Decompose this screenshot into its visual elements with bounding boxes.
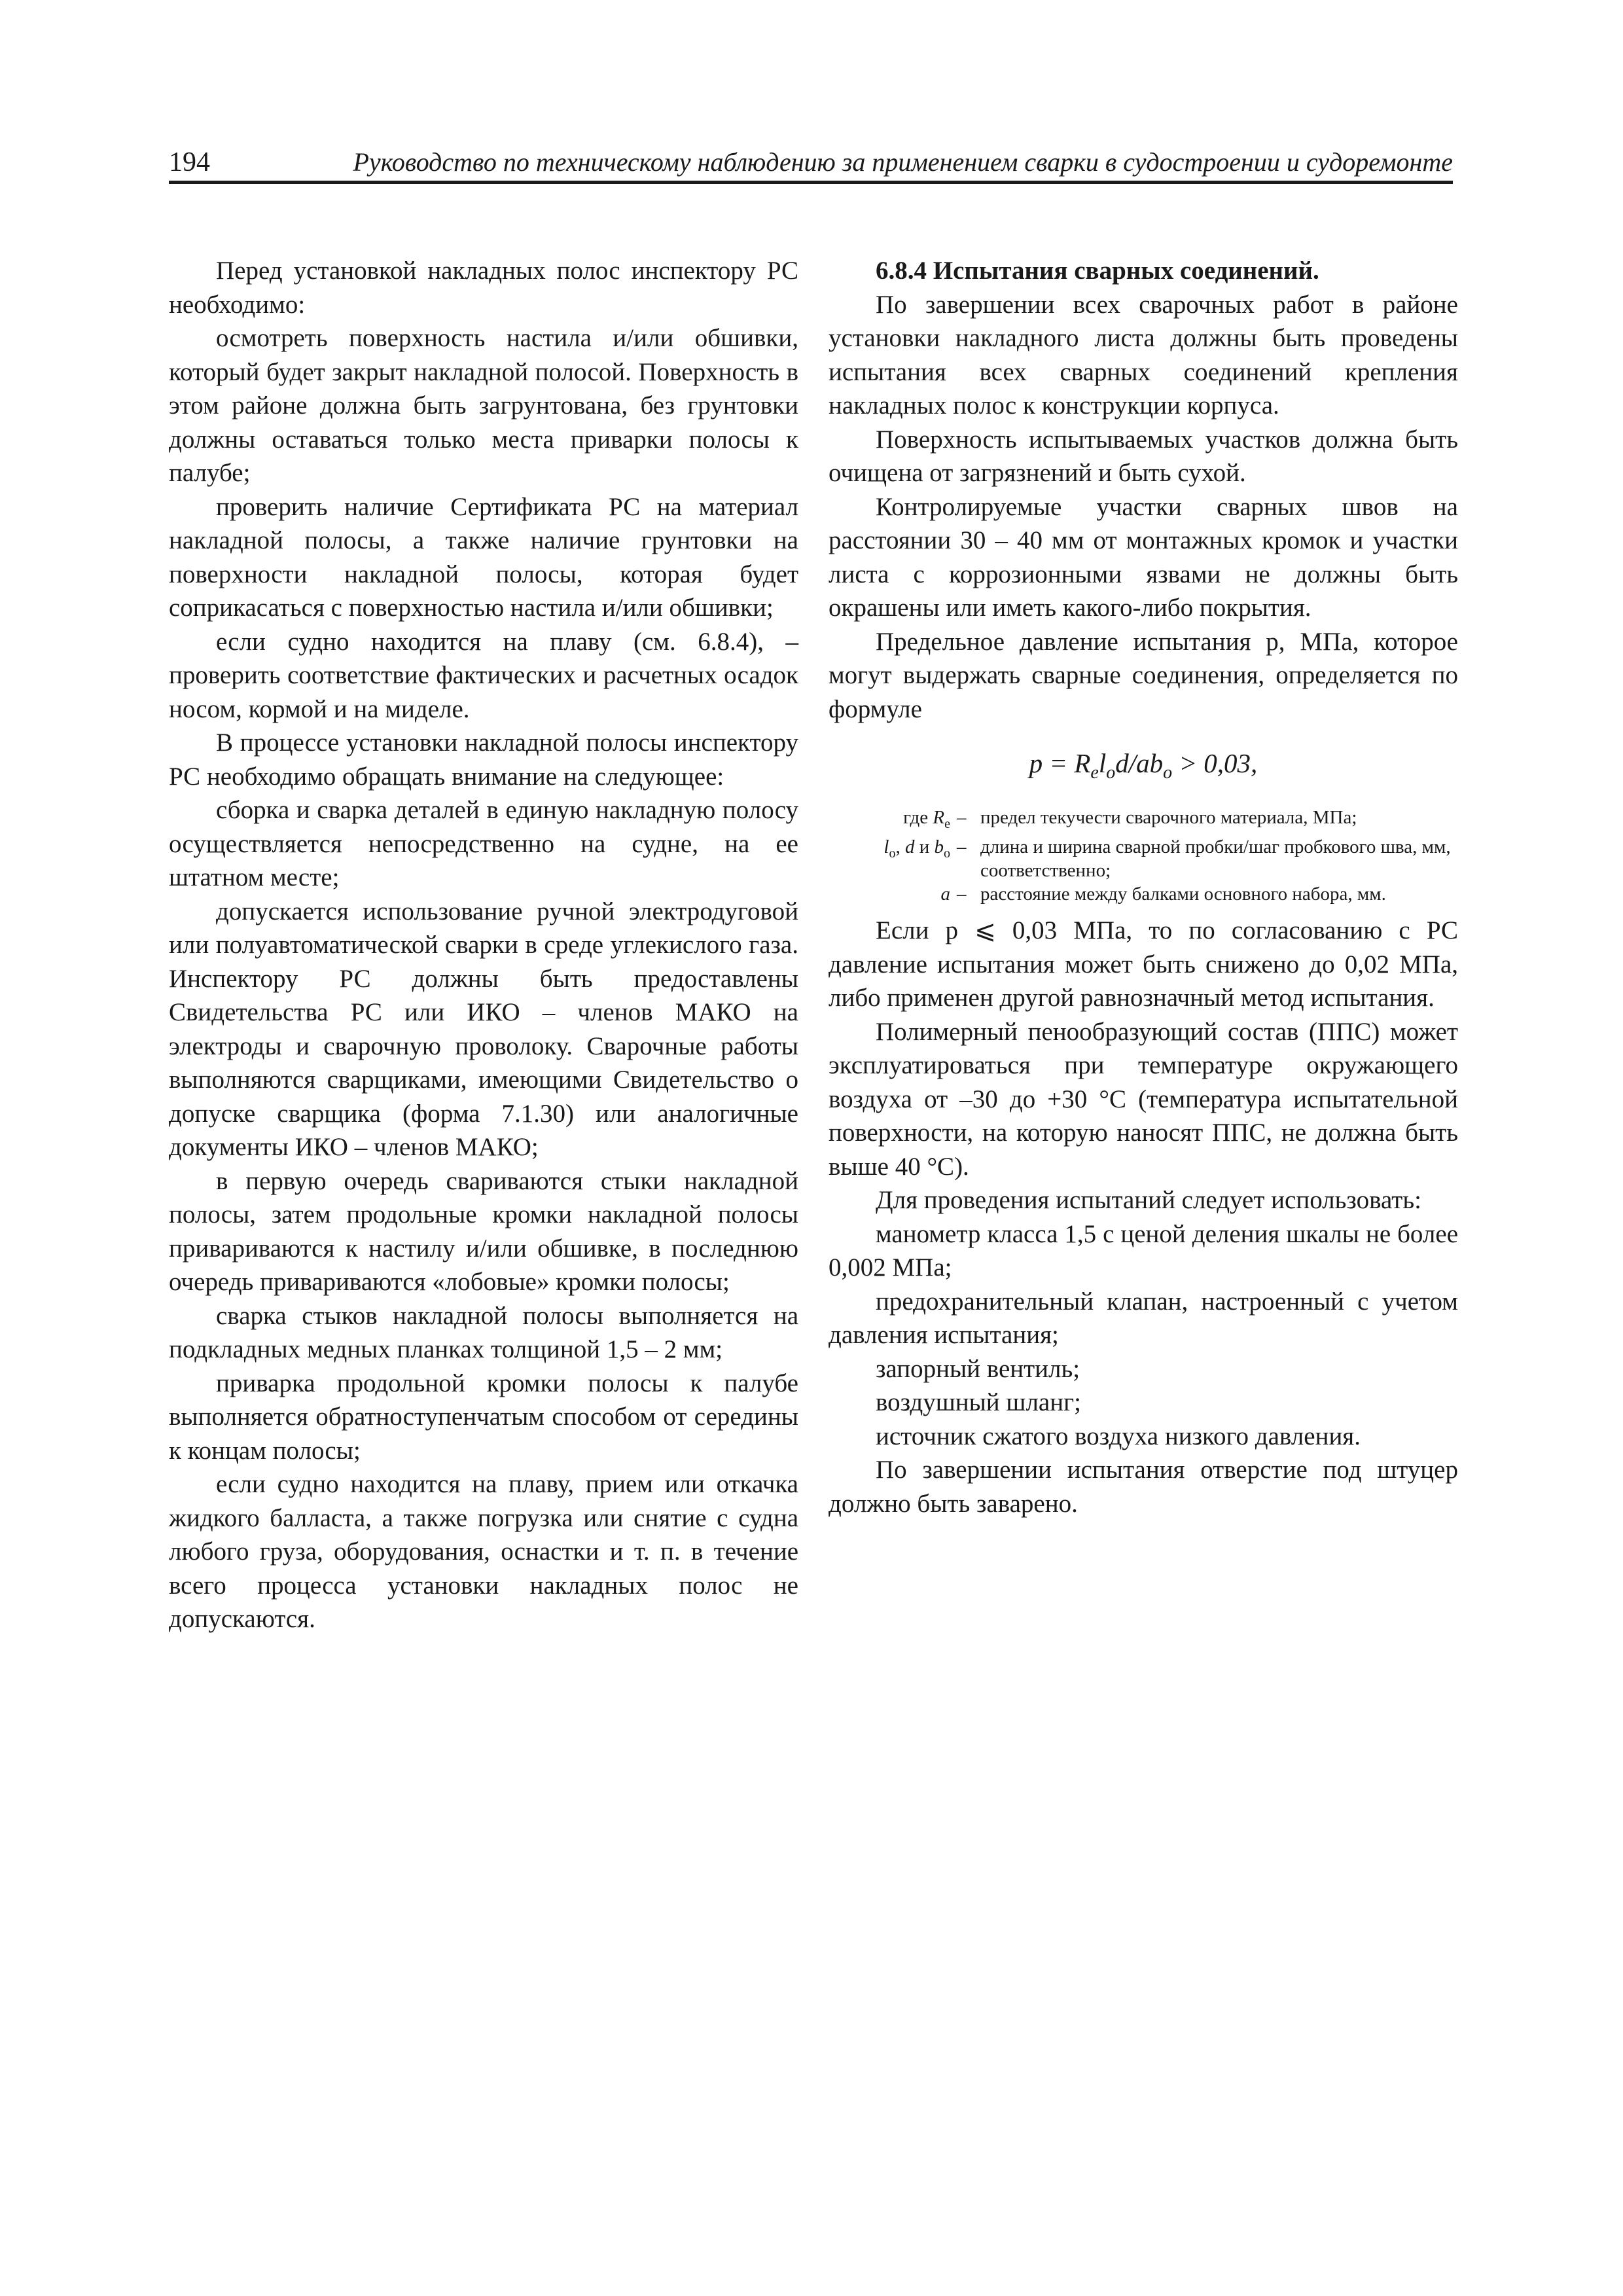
pressure-formula: $p = R_el_od/ab_o > 0,03$, — [1029, 748, 1258, 783]
formula-legend — [829, 806, 1458, 906]
section-heading: 6.8.4 Испытания сварных соединений. — [876, 257, 1319, 285]
legend-row-lo-d-bo: $l_o$, d и $b_o$ – длина и ширина сварной пробки/шаг пробкового шва, мм, соответственно; — [883, 836, 1451, 882]
paragraph: осмотреть поверхность настила и/или обшивки, который будет закрыт накладной полосой. Поверхность в этом районе должна быть загрунтована, без грунтовки должны оставаться только места приварки полосы к палубе; — [169, 324, 798, 487]
paragraph: Предельное давление испытания p, МПа, которое могут выдержать сварные соединения, определяется по формуле — [829, 627, 1458, 723]
paragraph: Для проведения испытаний следует использовать: — [876, 1186, 1421, 1215]
list-item: предохранительный клапан, настроенный с учетом давления испытания; — [829, 1287, 1458, 1350]
paragraph: Контролируемые участки сварных швов на расстоянии 30 – 40 мм от монтажных кромок и участки листа с коррозионными язвами не должны быть окрашены или иметь какого-либо покрытия. — [829, 492, 1458, 622]
paragraph: По завершении всех сварочных работ в районе установки накладного листа должны быть проведены испытания всех сварных соединений крепления накладных полос к конструкции корпуса. — [829, 290, 1458, 420]
right-column — [829, 254, 1458, 1520]
paragraph: Перед установкой накладных полос инспектору РС необходимо: — [169, 257, 798, 319]
paragraph: Поверхность испытываемых участков должна быть очищена от загрязнений и быть сухой. — [829, 425, 1458, 487]
paragraph: приварка продольной кромки полосы к палубе выполняется обратноступенчатым способом от середины к концам полосы; — [169, 1369, 798, 1465]
paragraph: В процессе установки накладной полосы инспектору РС необходимо обращать внимание на следующее: — [169, 728, 798, 791]
paragraph: в первую очередь свариваются стыки накладной полосы, затем продольные кромки накладной полосы привариваются к настилу и/или обшивке, в последнюю очередь привариваются «лобовые» кромки полосы; — [169, 1166, 798, 1296]
paragraph: если судно находится на плаву (см. 6.8.4), – проверить соответствие фактических и расчетных осадок носом, кормой и на миделе. — [169, 627, 798, 723]
paragraph: допускается использование ручной электродуговой или полуавтоматической сварки в среде углекислого газа. Инспектору РС должны быть предоставлены Свидетельства РС или ИКО – членов МАКО на электроды и сварочную проволоку. Сварочные работы выполняются сварщиками, имеющими Свидетельство о допуске сварщика (форма 7.1.30) или аналогичные документы ИКО – членов МАКО; — [169, 897, 798, 1161]
page-number: 194 — [169, 147, 210, 177]
paragraph: если судно находится на плаву, прием или откачка жидкого балласта, а также погрузка или снятие с судна любого груза, оборудования, оснастки и т. п. в течение всего процесса установки накладных полос не допускаются. — [169, 1470, 798, 1633]
list-item: манометр класса 1,5 с ценой деления шкалы не более 0,002 МПа; — [829, 1219, 1458, 1282]
list-item: запорный вентиль; — [876, 1354, 1080, 1383]
legend-row-a: a – расстояние между балками основного набора, мм. — [940, 884, 1386, 905]
paragraph: По завершении испытания отверстие под штуцер должно быть заварено. — [829, 1456, 1458, 1518]
paragraph: Полимерный пенообразующий состав (ППС) может эксплуатироваться при температуре окружающего воздуха от –30 до +30 °С (температура испытательной поверхности, на которую наносят ППС, не должна быть выше 40 °С). — [829, 1017, 1458, 1181]
paragraph: сборка и сварка деталей в единую накладную полосу осуществляется непосредственно на судне, на ее штатном месте; — [169, 796, 798, 891]
legend-row-re: где $R_e$ – предел текучести сварочного материала, МПа; — [903, 806, 1357, 831]
paragraph: сварка стыков накладной полосы выполняется на подкладных медных планках толщиной 1,5 – 2 мм; — [169, 1301, 798, 1363]
list-item: воздушный шланг; — [876, 1388, 1081, 1417]
list-item: источник сжатого воздуха низкого давления. — [876, 1422, 1361, 1450]
running-title: Руководство по техническому наблюдению за применением сварки в судостроении и судоремонте — [353, 147, 1453, 177]
left-column — [169, 254, 798, 1636]
page-header — [169, 141, 1453, 184]
paragraph: Если p ⩽ 0,03 МПа, то по согласованию с РС давление испытания может быть снижено до 0,02 МПа, либо применен другой равнозначный метод испытания. — [829, 916, 1458, 1013]
paragraph: проверить наличие Сертификата РС на материал накладной полосы, а также наличие грунтовки на поверхности накладной полосы, которая будет соприкасаться с поверхностью настила и/или обшивки; — [169, 492, 798, 622]
